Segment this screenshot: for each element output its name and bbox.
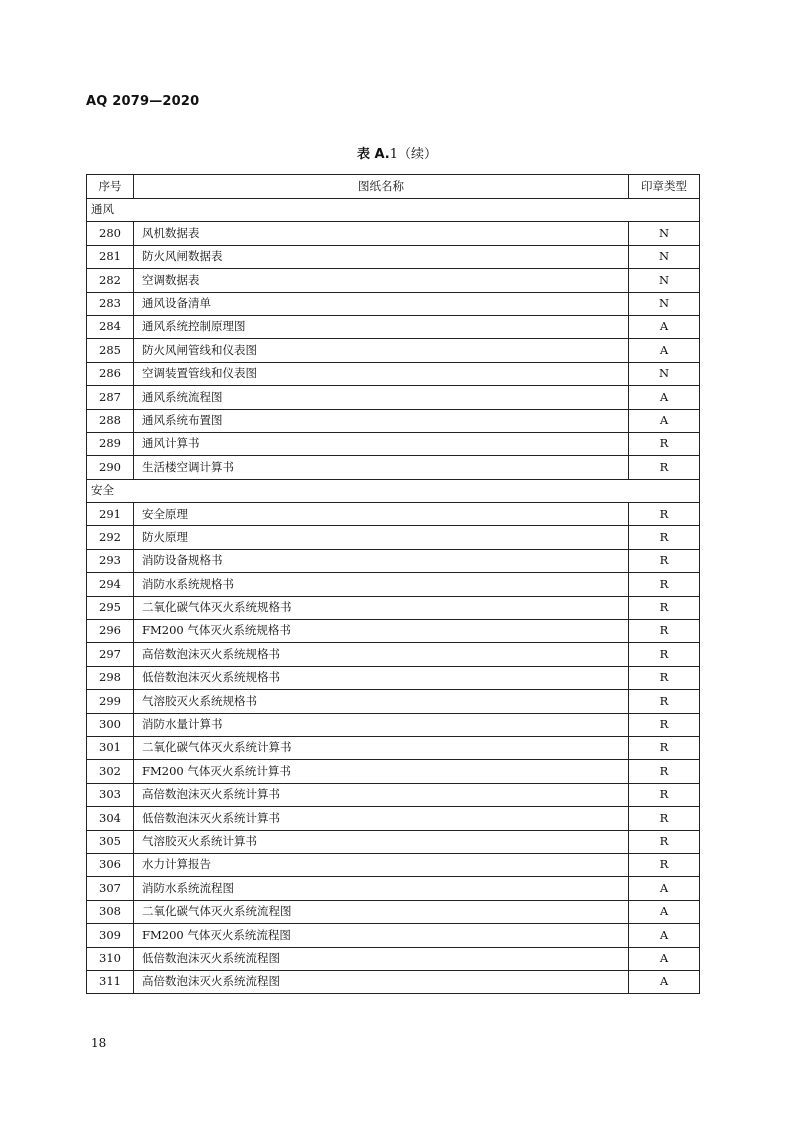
stamp-type-cell: N	[629, 245, 700, 268]
stamp-type-cell: R	[629, 526, 700, 549]
table-row	[87, 573, 700, 596]
serial-number-cell: 305	[87, 830, 134, 853]
drawing-name-cell: 防火风闸数据表	[134, 245, 629, 268]
table-row	[87, 830, 700, 853]
stamp-type-cell: N	[629, 222, 700, 245]
stamp-type-cell: R	[629, 666, 700, 689]
drawing-name-cell: 低倍数泡沫灭火系统计算书	[134, 807, 629, 830]
header-stamp-type: 印章类型	[629, 175, 700, 199]
drawing-name-cell: 气溶胶灭火系统规格书	[134, 690, 629, 713]
drawing-name-cell: 高倍数泡沫灭火系统计算书	[134, 783, 629, 806]
drawing-name-cell: 消防水系统流程图	[134, 877, 629, 900]
serial-number-cell: 296	[87, 620, 134, 643]
serial-number-cell: 299	[87, 690, 134, 713]
stamp-type-cell: R	[629, 596, 700, 619]
stamp-type-cell: A	[629, 924, 700, 947]
drawing-name-cell: 通风设备清单	[134, 292, 629, 315]
stamp-type-cell: R	[629, 853, 700, 876]
serial-number-cell: 307	[87, 877, 134, 900]
drawing-name-cell: 防火风闸管线和仪表图	[134, 339, 629, 362]
serial-number-cell: 281	[87, 245, 134, 268]
drawing-name-cell: 生活楼空调计算书	[134, 456, 629, 479]
serial-number-cell: 295	[87, 596, 134, 619]
stamp-type-cell: A	[629, 339, 700, 362]
serial-number-cell: 298	[87, 666, 134, 689]
drawing-name-cell: 水力计算报告	[134, 853, 629, 876]
drawing-name-cell: 二氧化碳气体灭火系统规格书	[134, 596, 629, 619]
serial-number-cell: 304	[87, 807, 134, 830]
serial-number-cell: 293	[87, 549, 134, 572]
drawing-name-cell: FM200 气体灭火系统规格书	[134, 620, 629, 643]
stamp-type-cell: A	[629, 970, 700, 993]
table-row	[87, 736, 700, 759]
section-title: 通风	[87, 199, 700, 222]
serial-number-cell: 309	[87, 924, 134, 947]
serial-number-cell: 285	[87, 339, 134, 362]
stamp-type-cell: A	[629, 409, 700, 432]
stamp-type-cell: R	[629, 432, 700, 455]
table-row	[87, 549, 700, 572]
stamp-type-cell: R	[629, 503, 700, 526]
drawing-name-cell: 通风系统布置图	[134, 409, 629, 432]
serial-number-cell: 300	[87, 713, 134, 736]
serial-number-cell: 308	[87, 900, 134, 923]
stamp-type-cell: A	[629, 877, 700, 900]
section-title: 安全	[87, 479, 700, 502]
stamp-type-cell: R	[629, 456, 700, 479]
serial-number-cell: 289	[87, 432, 134, 455]
table-body	[87, 199, 700, 994]
table-row	[87, 924, 700, 947]
serial-number-cell: 311	[87, 970, 134, 993]
stamp-type-cell: R	[629, 830, 700, 853]
table-row	[87, 315, 700, 338]
header-drawing-name: 图纸名称	[134, 175, 629, 199]
table-row	[87, 292, 700, 315]
serial-number-cell: 282	[87, 269, 134, 292]
stamp-type-cell: R	[629, 736, 700, 759]
table-title-continued: 1（续）	[389, 147, 438, 162]
serial-number-cell: 294	[87, 573, 134, 596]
serial-number-cell: 291	[87, 503, 134, 526]
table-row	[87, 409, 700, 432]
standard-code: AQ 2079—2020	[86, 94, 200, 109]
serial-number-cell: 302	[87, 760, 134, 783]
serial-number-cell: 297	[87, 643, 134, 666]
table-title-label: 表 A.	[356, 147, 390, 162]
table-row	[87, 386, 700, 409]
drawing-name-cell: 通风计算书	[134, 432, 629, 455]
stamp-type-cell: R	[629, 573, 700, 596]
stamp-type-cell: A	[629, 386, 700, 409]
stamp-type-cell: R	[629, 690, 700, 713]
drawing-name-cell: 二氧化碳气体灭火系统流程图	[134, 900, 629, 923]
serial-number-cell: 283	[87, 292, 134, 315]
stamp-type-cell: A	[629, 900, 700, 923]
serial-number-cell: 288	[87, 409, 134, 432]
table-row	[87, 362, 700, 385]
drawing-name-cell: 消防水量计算书	[134, 713, 629, 736]
serial-number-cell: 286	[87, 362, 134, 385]
drawing-name-cell: 气溶胶灭火系统计算书	[134, 830, 629, 853]
table-row	[87, 807, 700, 830]
header-serial-number: 序号	[87, 175, 134, 199]
stamp-type-cell: R	[629, 783, 700, 806]
drawing-name-cell: 消防水系统规格书	[134, 573, 629, 596]
serial-number-cell: 290	[87, 456, 134, 479]
page-number: 18	[91, 1036, 107, 1050]
table-title	[0, 143, 794, 162]
stamp-type-cell: A	[629, 315, 700, 338]
table-row	[87, 503, 700, 526]
table-row	[87, 760, 700, 783]
drawing-name-cell: 空调装置管线和仪表图	[134, 362, 629, 385]
table-row	[87, 713, 700, 736]
serial-number-cell: 287	[87, 386, 134, 409]
section-row	[87, 199, 700, 222]
table-row	[87, 245, 700, 268]
stamp-type-cell: N	[629, 292, 700, 315]
serial-number-cell: 284	[87, 315, 134, 338]
drawing-name-cell: 二氧化碳气体灭火系统计算书	[134, 736, 629, 759]
drawing-name-cell: 通风系统控制原理图	[134, 315, 629, 338]
table-row	[87, 783, 700, 806]
drawing-name-cell: 消防设备规格书	[134, 549, 629, 572]
table-row	[87, 620, 700, 643]
table-row	[87, 853, 700, 876]
serial-number-cell: 303	[87, 783, 134, 806]
drawing-name-cell: 风机数据表	[134, 222, 629, 245]
table-header-row	[87, 175, 700, 199]
drawing-name-cell: 高倍数泡沫灭火系统流程图	[134, 970, 629, 993]
stamp-type-cell: N	[629, 362, 700, 385]
drawing-name-cell: FM200 气体灭火系统计算书	[134, 760, 629, 783]
table-row	[87, 339, 700, 362]
drawing-name-cell: 空调数据表	[134, 269, 629, 292]
table-row	[87, 666, 700, 689]
table-row	[87, 690, 700, 713]
stamp-type-cell: N	[629, 269, 700, 292]
stamp-type-cell: R	[629, 549, 700, 572]
section-row	[87, 479, 700, 502]
table-row	[87, 456, 700, 479]
table-row	[87, 269, 700, 292]
drawing-list-table	[86, 174, 700, 994]
table-row	[87, 222, 700, 245]
serial-number-cell: 310	[87, 947, 134, 970]
drawing-name-cell: 低倍数泡沫灭火系统规格书	[134, 666, 629, 689]
drawing-name-cell: 防火原理	[134, 526, 629, 549]
table-row	[87, 877, 700, 900]
table-row	[87, 596, 700, 619]
serial-number-cell: 280	[87, 222, 134, 245]
table-row	[87, 900, 700, 923]
serial-number-cell: 306	[87, 853, 134, 876]
stamp-type-cell: R	[629, 620, 700, 643]
table-row	[87, 526, 700, 549]
table-row	[87, 432, 700, 455]
drawing-name-cell: FM200 气体灭火系统流程图	[134, 924, 629, 947]
drawing-name-cell: 低倍数泡沫灭火系统流程图	[134, 947, 629, 970]
stamp-type-cell: A	[629, 947, 700, 970]
table-row	[87, 970, 700, 993]
stamp-type-cell: R	[629, 760, 700, 783]
drawing-name-cell: 安全原理	[134, 503, 629, 526]
stamp-type-cell: R	[629, 807, 700, 830]
table-row	[87, 643, 700, 666]
table-row	[87, 947, 700, 970]
drawing-name-cell: 高倍数泡沫灭火系统规格书	[134, 643, 629, 666]
drawing-name-cell: 通风系统流程图	[134, 386, 629, 409]
stamp-type-cell: R	[629, 643, 700, 666]
serial-number-cell: 292	[87, 526, 134, 549]
stamp-type-cell: R	[629, 713, 700, 736]
serial-number-cell: 301	[87, 736, 134, 759]
